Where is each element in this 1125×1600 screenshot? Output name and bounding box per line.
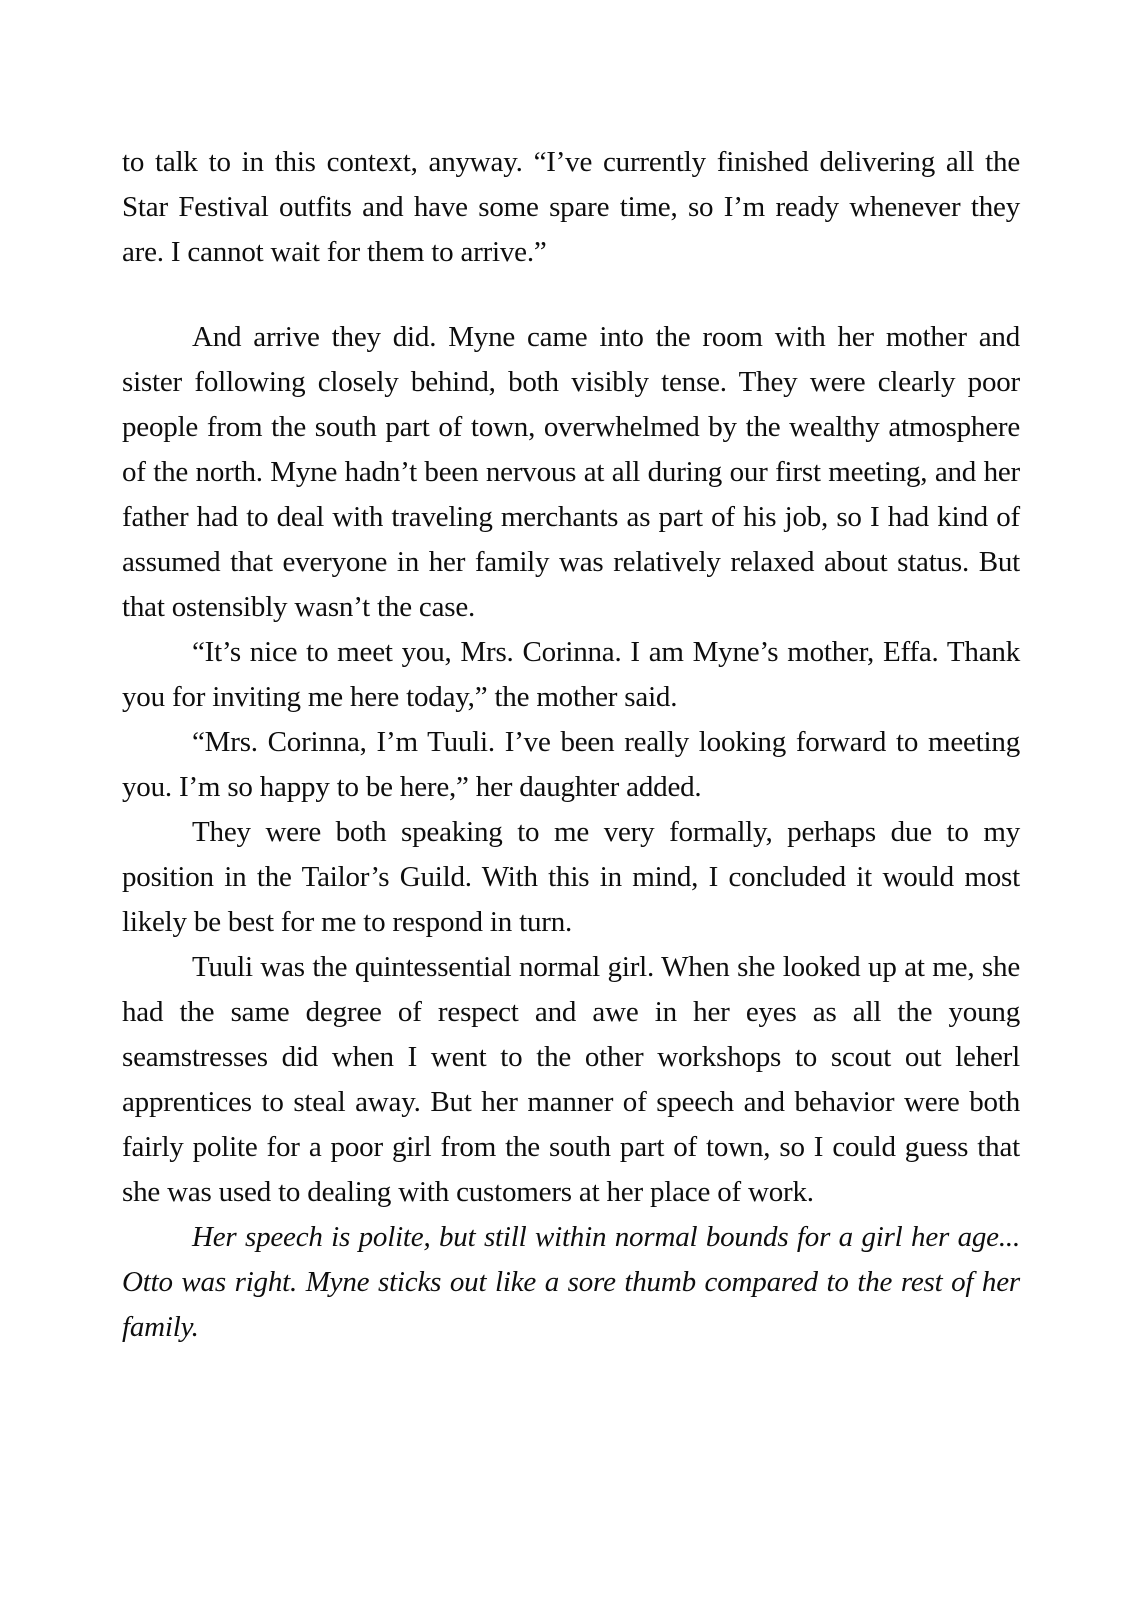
- paragraph-tuuli-description: Tuuli was the quintessential normal girl. When she looked up at me, she had the same degree of respect and awe in her eyes as all the young seamstresses did when I went to the other workshops to scout out leherl apprentices to steal away. But her manner of speech and behavior were both fairly polite for a poor girl from the south part of town, so I could guess that she was used to dealing with customers at her place of work.: [122, 951, 1020, 1208]
- paragraph-inner-monologue: Her speech is polite, but still within normal bounds for a girl her age... Otto was right. Myne sticks out like a sore thumb compared to the rest of her family.: [122, 1221, 1020, 1343]
- paragraph-effa-greeting: “It’s nice to meet you, Mrs. Corinna. I am Myne’s mother, Effa. Thank you for inviting me here today,” the mother said.: [122, 636, 1020, 713]
- paragraph-tuuli-greeting: “Mrs. Corinna, I’m Tuuli. I’ve been really looking forward to meeting you. I’m so happy to be here,” her daughter added.: [122, 726, 1020, 803]
- text-block: [122, 140, 1020, 1350]
- paragraph-continuation: to talk to in this context, anyway. “I’ve currently finished delivering all the Star Festival outfits and have some spare time, so I’m ready whenever they are. I cannot wait for them to arrive.”: [122, 146, 1020, 268]
- paragraph-arrival: And arrive they did. Myne came into the room with her mother and sister following closely behind, both visibly tense. They were clearly poor people from the south part of town, overwhelmed by the wealthy atmosphere of the north. Myne hadn’t been nervous at all during our first meeting, and her father had to deal with traveling merchants as part of his job, so I had kind of assumed that everyone in her family was relatively relaxed about status. But that ostensibly wasn’t the case.: [122, 321, 1020, 623]
- paragraph-formal-speech: They were both speaking to me very formally, perhaps due to my position in the Tailor’s Guild. With this in mind, I concluded it would most likely be best for me to respond in turn.: [122, 816, 1020, 938]
